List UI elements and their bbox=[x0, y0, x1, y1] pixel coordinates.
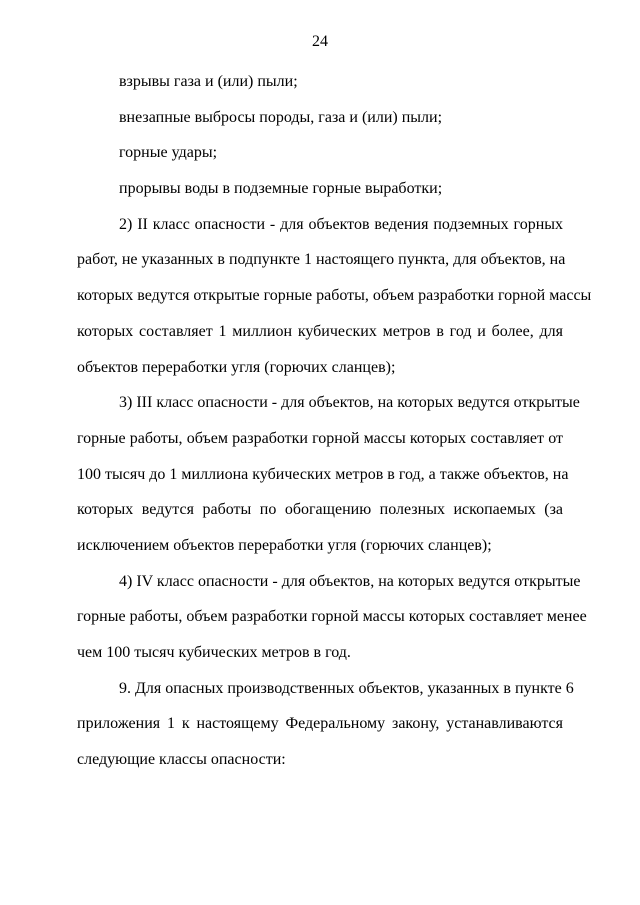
text-line: которых ведутся работы по обогащению полезных ископаемых (за bbox=[77, 501, 563, 519]
text-line: 4) IV класс опасности - для объектов, на которых ведутся открытые bbox=[119, 572, 581, 590]
text-line: прорывы воды в подземные горные выработки; bbox=[119, 180, 443, 198]
text-line: которых ведутся открытые горные работы, объем разработки горной массы bbox=[77, 287, 592, 305]
text-line: исключением объектов переработки угля (горючих сланцев); bbox=[77, 536, 492, 554]
text-line: 9. Для опасных производственных объектов, указанных в пункте 6 bbox=[119, 679, 574, 697]
text-line: горные работы, объем разработки горной массы которых составляет от bbox=[77, 429, 563, 447]
text-line: приложения 1 к настоящему Федеральному закону, устанавливаются bbox=[77, 715, 563, 733]
text-line: 2) II класс опасности - для объектов ведения подземных горных bbox=[119, 215, 563, 233]
text-line: горные работы, объем разработки горной массы которых составляет менее bbox=[77, 608, 587, 626]
text-line: следующие классы опасности: bbox=[77, 751, 286, 769]
page-number: 24 bbox=[312, 33, 328, 50]
text-line: взрывы газа и (или) пыли; bbox=[119, 73, 298, 90]
text-line: 3) III класс опасности - для объектов, на которых ведутся открытые bbox=[119, 394, 580, 412]
text-line: работ, не указанных в подпункте 1 настоящего пункта, для объектов, на bbox=[77, 251, 566, 269]
document-body bbox=[77, 64, 592, 778]
text-line: чем 100 тысяч кубических метров в год. bbox=[77, 644, 351, 661]
text-line: которых составляет 1 миллион кубических метров в год и более, для bbox=[77, 322, 563, 340]
text-line: горные удары; bbox=[119, 144, 218, 162]
text-line: 100 тысяч до 1 миллиона кубических метров в год, а также объектов, на bbox=[77, 465, 569, 483]
text-line: объектов переработки угля (горючих сланцев); bbox=[77, 358, 396, 376]
text-line: внезапные выбросы породы, газа и (или) пыли; bbox=[119, 108, 443, 126]
